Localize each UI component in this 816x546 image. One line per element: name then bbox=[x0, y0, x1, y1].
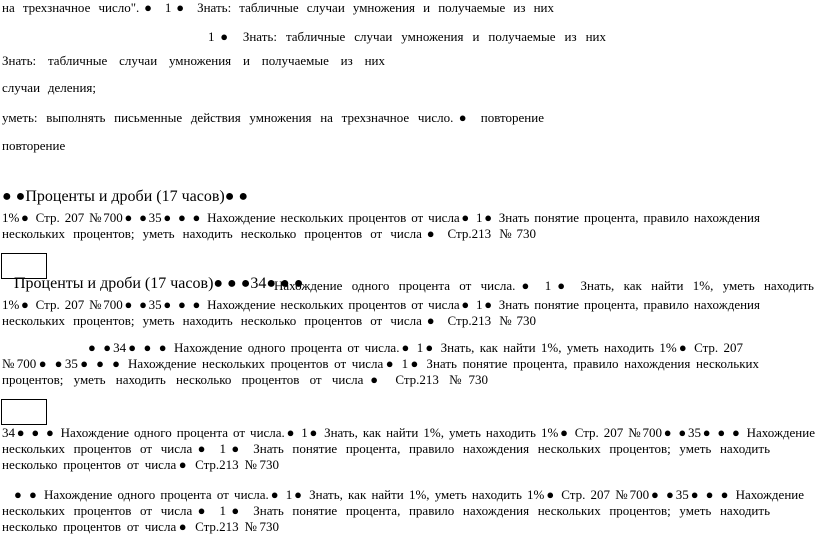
paragraph-1-line-1: 1%● Стр. 207 №700● ●35● ● ● Нахождение нескольких процентов от числа● 1● Знать понятие процента, правило нахождения bbox=[2, 210, 760, 225]
paragraph-2-line-2: нескольких процентов; уметь находить несколько процентов от числа● Стр.213 №730 bbox=[2, 313, 536, 328]
paragraph-2-line-1: 1%● Стр. 207 №700● ●35● ● ● Нахождение нескольких процентов от числа● 1● Знать понятие процента, правило нахождения bbox=[2, 297, 760, 312]
empty-table-cell-2 bbox=[1, 399, 47, 425]
paragraph-1-line-2: нескольких процентов; уметь находить несколько процентов от числа● Стр.213 №730 bbox=[2, 226, 536, 241]
paragraph-5-line-1: ● ● Нахождение одного процента от числа.● 1● Знать, как найти 1%, уметь находить 1%● Стр. 207 №700● ●35● ● ● Нахождение bbox=[14, 487, 804, 502]
text-line-4: случаи деления; bbox=[2, 80, 96, 95]
section-heading-2: Проценты и дроби (17 часов)● ● ●34● ● ● bbox=[14, 275, 304, 292]
text-line-6: повторение bbox=[2, 138, 66, 153]
text-line-5: уметь: выполнять письменные действия умножения на трехзначное число.● повторение bbox=[2, 110, 544, 125]
text-line-2: 1● Знать: табличные случаи умножения и получаемые из них bbox=[208, 29, 606, 44]
paragraph-5-line-2: нескольких процентов от числа● 1● Знать понятие процента, правило нахождения нескольких процентов; уметь находить bbox=[2, 503, 770, 518]
paragraph-4-line-1: 34● ● ● Нахождение одного процента от числа.● 1● Знать, как найти 1%, уметь находить 1%● Стр. 207 №700● ●35● ● ● Нахождение bbox=[2, 425, 815, 440]
paragraph-3-line-2: №700● ●35● ● ● Нахождение нескольких процентов от числа● 1● Знать понятие процента, правило нахождения нескольких bbox=[2, 356, 759, 371]
paragraph-5-line-3: несколько процентов от числа● Стр.213 №730 bbox=[2, 519, 279, 534]
section-heading-1: ● ●Проценты и дроби (17 часов)● ● bbox=[2, 188, 249, 205]
paragraph-4-line-2: нескольких процентов от числа● 1● Знать понятие процента, правило нахождения нескольких процентов; уметь находить bbox=[2, 441, 770, 456]
text-line-3: Знать: табличные случаи умножения и получаемые из них bbox=[2, 53, 385, 68]
paragraph-3-line-3: процентов; уметь находить несколько процентов от числа● Стр.213 №730 bbox=[2, 372, 488, 387]
text-line-1: на трехзначное число".● 1● Знать: табличные случаи умножения и получаемые из них bbox=[2, 0, 554, 15]
paragraph-4-line-3: несколько процентов от числа● Стр.213 №730 bbox=[2, 457, 279, 472]
paragraph-3-line-1: ● ●34● ● ● Нахождение одного процента от числа.● 1● Знать, как найти 1%, уметь находить 1%● Стр. 207 bbox=[88, 340, 743, 355]
heading-2-continuation: Нахождение одного процента от числа.● 1● Знать, как найти 1%, уметь находить bbox=[274, 278, 814, 293]
